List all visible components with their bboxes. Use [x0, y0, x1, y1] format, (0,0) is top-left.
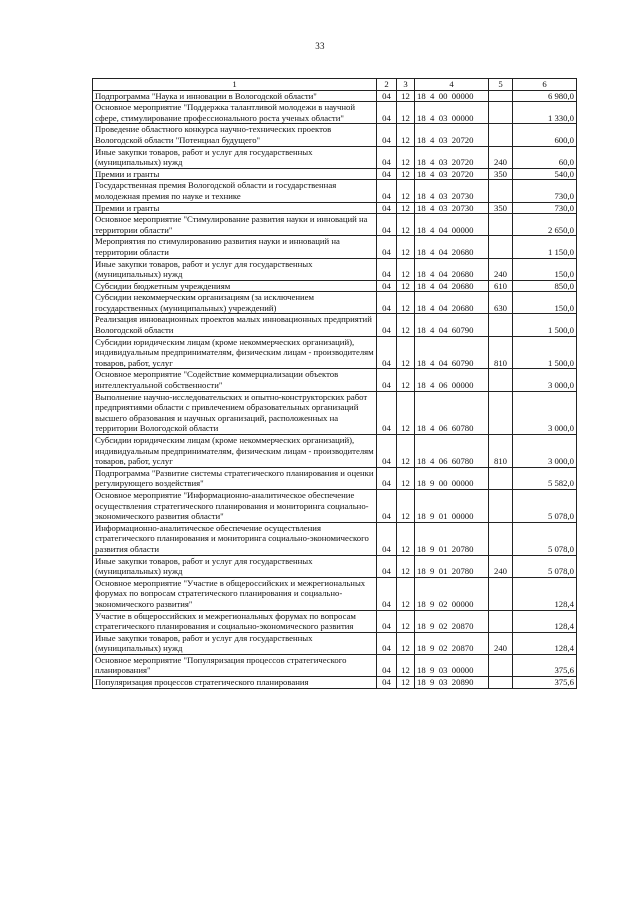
row-subsection-cell: 12	[397, 214, 415, 236]
row-name-cell: Субсидии юридическим лицам (кроме некоммерческих организаций), индивидуальным предпринимателям, физическим лицам - производителям товаров, работ, услуг	[93, 336, 377, 369]
table-row	[93, 632, 577, 654]
row-expense-type-cell	[489, 124, 513, 146]
row-section-cell: 04	[377, 677, 397, 689]
row-section-cell: 04	[377, 90, 397, 102]
row-section-cell: 04	[377, 391, 397, 434]
row-section-cell: 04	[377, 654, 397, 676]
header-col-4: 4	[415, 79, 489, 91]
row-target-article-cell: 18 4 00 00000	[415, 90, 489, 102]
budget-table	[92, 78, 577, 689]
row-target-article-cell: 18 9 00 00000	[415, 467, 489, 489]
header-col-3: 3	[397, 79, 415, 91]
row-expense-type-cell	[489, 577, 513, 610]
row-expense-type-cell: 240	[489, 555, 513, 577]
row-subsection-cell: 12	[397, 577, 415, 610]
row-subsection-cell: 12	[397, 180, 415, 202]
row-name-cell: Подпрограмма "Развитие системы стратегического планирования и оценки регулирующего воздействия"	[93, 467, 377, 489]
row-expense-type-cell: 350	[489, 168, 513, 180]
row-section-cell: 04	[377, 236, 397, 258]
row-expense-type-cell: 240	[489, 146, 513, 168]
row-target-article-cell: 18 4 03 20720	[415, 168, 489, 180]
table-row	[93, 180, 577, 202]
row-name-cell: Реализация инновационных проектов малых инновационных предприятий Вологодской области	[93, 314, 377, 336]
row-name-cell: Выполнение научно-исследовательских и опытно-конструкторских работ предприятиями области с привлечением образовательных организаций высшего образования и научных организаций, расположенных на территории Вологодской области	[93, 391, 377, 434]
header-col-6: 6	[513, 79, 577, 91]
row-name-cell: Основное мероприятие "Стимулирование развития науки и инноваций на территории области"	[93, 214, 377, 236]
row-expense-type-cell	[489, 522, 513, 555]
row-section-cell: 04	[377, 369, 397, 391]
row-amount-cell: 730,0	[513, 180, 577, 202]
row-amount-cell: 150,0	[513, 258, 577, 280]
row-section-cell: 04	[377, 146, 397, 168]
table-row	[93, 677, 577, 689]
row-subsection-cell: 12	[397, 677, 415, 689]
row-section-cell: 04	[377, 610, 397, 632]
row-section-cell: 04	[377, 202, 397, 214]
row-name-cell: Основное мероприятие "Популяризация процессов стратегического планирования"	[93, 654, 377, 676]
row-subsection-cell: 12	[397, 522, 415, 555]
row-target-article-cell: 18 9 01 00000	[415, 489, 489, 522]
row-target-article-cell: 18 4 03 20720	[415, 124, 489, 146]
row-section-cell: 04	[377, 336, 397, 369]
row-name-cell: Премии и гранты	[93, 168, 377, 180]
row-name-cell: Субсидии бюджетным учреждениям	[93, 280, 377, 292]
row-target-article-cell: 18 4 06 60780	[415, 435, 489, 468]
row-subsection-cell: 12	[397, 258, 415, 280]
row-name-cell: Субсидии некоммерческим организациям (за исключением государственных (муниципальных) учреждений)	[93, 292, 377, 314]
row-subsection-cell: 12	[397, 391, 415, 434]
row-name-cell: Основное мероприятие "Поддержка талантливой молодежи в научной сфере, стимулирование профессионального роста ученых области"	[93, 102, 377, 124]
row-target-article-cell: 18 4 04 20680	[415, 292, 489, 314]
row-amount-cell: 128,4	[513, 632, 577, 654]
row-amount-cell: 540,0	[513, 168, 577, 180]
row-section-cell: 04	[377, 124, 397, 146]
row-subsection-cell: 12	[397, 102, 415, 124]
row-subsection-cell: 12	[397, 369, 415, 391]
row-expense-type-cell: 240	[489, 632, 513, 654]
row-expense-type-cell	[489, 489, 513, 522]
row-target-article-cell: 18 4 04 00000	[415, 214, 489, 236]
row-name-cell: Иные закупки товаров, работ и услуг для государственных (муниципальных) нужд	[93, 146, 377, 168]
row-amount-cell: 1 150,0	[513, 236, 577, 258]
row-expense-type-cell	[489, 90, 513, 102]
row-amount-cell: 5 078,0	[513, 555, 577, 577]
row-amount-cell: 60,0	[513, 146, 577, 168]
row-subsection-cell: 12	[397, 292, 415, 314]
row-name-cell: Иные закупки товаров, работ и услуг для государственных (муниципальных) нужд	[93, 555, 377, 577]
table-body	[93, 90, 577, 688]
row-target-article-cell: 18 4 04 60790	[415, 314, 489, 336]
row-expense-type-cell	[489, 654, 513, 676]
table-row	[93, 467, 577, 489]
header-col-5: 5	[489, 79, 513, 91]
row-name-cell: Субсидии юридическим лицам (кроме некоммерческих организаций), индивидуальным предпринимателям, физическим лицам - производителям товаров, работ, услуг	[93, 435, 377, 468]
row-amount-cell: 3 000,0	[513, 369, 577, 391]
table-row	[93, 577, 577, 610]
row-subsection-cell: 12	[397, 280, 415, 292]
row-amount-cell: 375,6	[513, 654, 577, 676]
row-name-cell: Государственная премия Вологодской области и государственная молодежная премия по науке и технике	[93, 180, 377, 202]
row-name-cell: Основное мероприятие "Информационно-аналитическое обеспечение осуществления стратегического планирования и мониторинга социально-экономического развития области"	[93, 489, 377, 522]
table-row	[93, 522, 577, 555]
row-target-article-cell: 18 4 03 00000	[415, 102, 489, 124]
table-row	[93, 435, 577, 468]
row-amount-cell: 3 000,0	[513, 435, 577, 468]
row-target-article-cell: 18 4 04 60790	[415, 336, 489, 369]
row-expense-type-cell	[489, 236, 513, 258]
row-expense-type-cell: 350	[489, 202, 513, 214]
table-row	[93, 102, 577, 124]
table-row	[93, 168, 577, 180]
row-amount-cell: 730,0	[513, 202, 577, 214]
header-col-1: 1	[93, 79, 377, 91]
row-target-article-cell: 18 9 02 20870	[415, 610, 489, 632]
row-target-article-cell: 18 4 04 20680	[415, 258, 489, 280]
row-expense-type-cell: 240	[489, 258, 513, 280]
table-row	[93, 202, 577, 214]
row-amount-cell: 600,0	[513, 124, 577, 146]
row-target-article-cell: 18 9 02 00000	[415, 577, 489, 610]
row-name-cell: Основное мероприятие "Участие в общероссийских и межрегиональных форумах по вопросам стратегического планирования и социально-экономического развития"	[93, 577, 377, 610]
row-expense-type-cell	[489, 677, 513, 689]
row-expense-type-cell	[489, 467, 513, 489]
row-subsection-cell: 12	[397, 632, 415, 654]
row-subsection-cell: 12	[397, 314, 415, 336]
header-row	[93, 79, 577, 91]
row-section-cell: 04	[377, 467, 397, 489]
row-name-cell: Премии и гранты	[93, 202, 377, 214]
row-target-article-cell: 18 9 03 00000	[415, 654, 489, 676]
row-section-cell: 04	[377, 292, 397, 314]
row-target-article-cell: 18 4 03 20730	[415, 180, 489, 202]
row-amount-cell: 5 078,0	[513, 489, 577, 522]
table-row	[93, 280, 577, 292]
row-amount-cell: 128,4	[513, 577, 577, 610]
row-expense-type-cell	[489, 610, 513, 632]
table-row	[93, 236, 577, 258]
table-row	[93, 314, 577, 336]
table-row	[93, 369, 577, 391]
row-subsection-cell: 12	[397, 489, 415, 522]
row-subsection-cell: 12	[397, 555, 415, 577]
row-amount-cell: 2 650,0	[513, 214, 577, 236]
row-expense-type-cell: 610	[489, 280, 513, 292]
row-section-cell: 04	[377, 489, 397, 522]
header-col-2: 2	[377, 79, 397, 91]
row-subsection-cell: 12	[397, 236, 415, 258]
row-expense-type-cell	[489, 102, 513, 124]
row-section-cell: 04	[377, 280, 397, 292]
row-expense-type-cell	[489, 391, 513, 434]
row-subsection-cell: 12	[397, 336, 415, 369]
row-amount-cell: 150,0	[513, 292, 577, 314]
row-amount-cell: 6 980,0	[513, 90, 577, 102]
row-subsection-cell: 12	[397, 610, 415, 632]
row-expense-type-cell	[489, 314, 513, 336]
row-name-cell: Информационно-аналитическое обеспечение осуществления стратегического планирования и мониторинга социально-экономического развития области	[93, 522, 377, 555]
row-target-article-cell: 18 4 04 20680	[415, 280, 489, 292]
row-subsection-cell: 12	[397, 654, 415, 676]
row-amount-cell: 1 330,0	[513, 102, 577, 124]
row-name-cell: Участие в общероссийских и межрегиональных форумах по вопросам стратегического планирования и социально-экономического развития	[93, 610, 377, 632]
row-target-article-cell: 18 4 06 00000	[415, 369, 489, 391]
table-row	[93, 654, 577, 676]
table-header	[93, 79, 577, 91]
row-name-cell: Основное мероприятие "Содействие коммерциализации объектов интеллектуальной собственности"	[93, 369, 377, 391]
row-target-article-cell: 18 9 01 20780	[415, 555, 489, 577]
row-section-cell: 04	[377, 632, 397, 654]
row-amount-cell: 1 500,0	[513, 314, 577, 336]
row-section-cell: 04	[377, 555, 397, 577]
row-amount-cell: 128,4	[513, 610, 577, 632]
row-subsection-cell: 12	[397, 146, 415, 168]
row-section-cell: 04	[377, 577, 397, 610]
row-section-cell: 04	[377, 180, 397, 202]
row-amount-cell: 850,0	[513, 280, 577, 292]
row-target-article-cell: 18 4 04 20680	[415, 236, 489, 258]
row-name-cell: Иные закупки товаров, работ и услуг для государственных (муниципальных) нужд	[93, 632, 377, 654]
row-name-cell: Подпрограмма "Наука и инновации в Вологодской области"	[93, 90, 377, 102]
row-target-article-cell: 18 9 02 20870	[415, 632, 489, 654]
row-name-cell: Иные закупки товаров, работ и услуг для государственных (муниципальных) нужд	[93, 258, 377, 280]
table-row	[93, 124, 577, 146]
row-amount-cell: 3 000,0	[513, 391, 577, 434]
table-row	[93, 610, 577, 632]
row-subsection-cell: 12	[397, 124, 415, 146]
row-section-cell: 04	[377, 435, 397, 468]
row-target-article-cell: 18 4 03 20720	[415, 146, 489, 168]
row-target-article-cell: 18 4 06 60780	[415, 391, 489, 434]
table-row	[93, 489, 577, 522]
row-name-cell: Проведение областного конкурса научно-технических проектов Вологодской области "Потенциал будущего"	[93, 124, 377, 146]
row-expense-type-cell: 630	[489, 292, 513, 314]
row-subsection-cell: 12	[397, 435, 415, 468]
table-row	[93, 391, 577, 434]
row-subsection-cell: 12	[397, 168, 415, 180]
row-amount-cell: 5 582,0	[513, 467, 577, 489]
row-subsection-cell: 12	[397, 467, 415, 489]
row-amount-cell: 1 500,0	[513, 336, 577, 369]
row-section-cell: 04	[377, 168, 397, 180]
row-name-cell: Мероприятия по стимулированию развития науки и инноваций на территории области	[93, 236, 377, 258]
row-expense-type-cell	[489, 214, 513, 236]
row-section-cell: 04	[377, 258, 397, 280]
row-expense-type-cell	[489, 369, 513, 391]
row-section-cell: 04	[377, 102, 397, 124]
row-section-cell: 04	[377, 314, 397, 336]
row-expense-type-cell: 810	[489, 435, 513, 468]
row-subsection-cell: 12	[397, 90, 415, 102]
row-amount-cell: 5 078,0	[513, 522, 577, 555]
table-row	[93, 214, 577, 236]
row-target-article-cell: 18 9 03 20890	[415, 677, 489, 689]
table-row	[93, 258, 577, 280]
row-target-article-cell: 18 4 03 20730	[415, 202, 489, 214]
row-section-cell: 04	[377, 522, 397, 555]
table-row	[93, 336, 577, 369]
table-row	[93, 555, 577, 577]
row-expense-type-cell: 810	[489, 336, 513, 369]
table-row	[93, 90, 577, 102]
table-row	[93, 292, 577, 314]
table-row	[93, 146, 577, 168]
row-amount-cell: 375,6	[513, 677, 577, 689]
row-target-article-cell: 18 9 01 20780	[415, 522, 489, 555]
page-number: 33	[315, 41, 325, 51]
row-name-cell: Популяризация процессов стратегического планирования	[93, 677, 377, 689]
row-section-cell: 04	[377, 214, 397, 236]
row-expense-type-cell	[489, 180, 513, 202]
row-subsection-cell: 12	[397, 202, 415, 214]
